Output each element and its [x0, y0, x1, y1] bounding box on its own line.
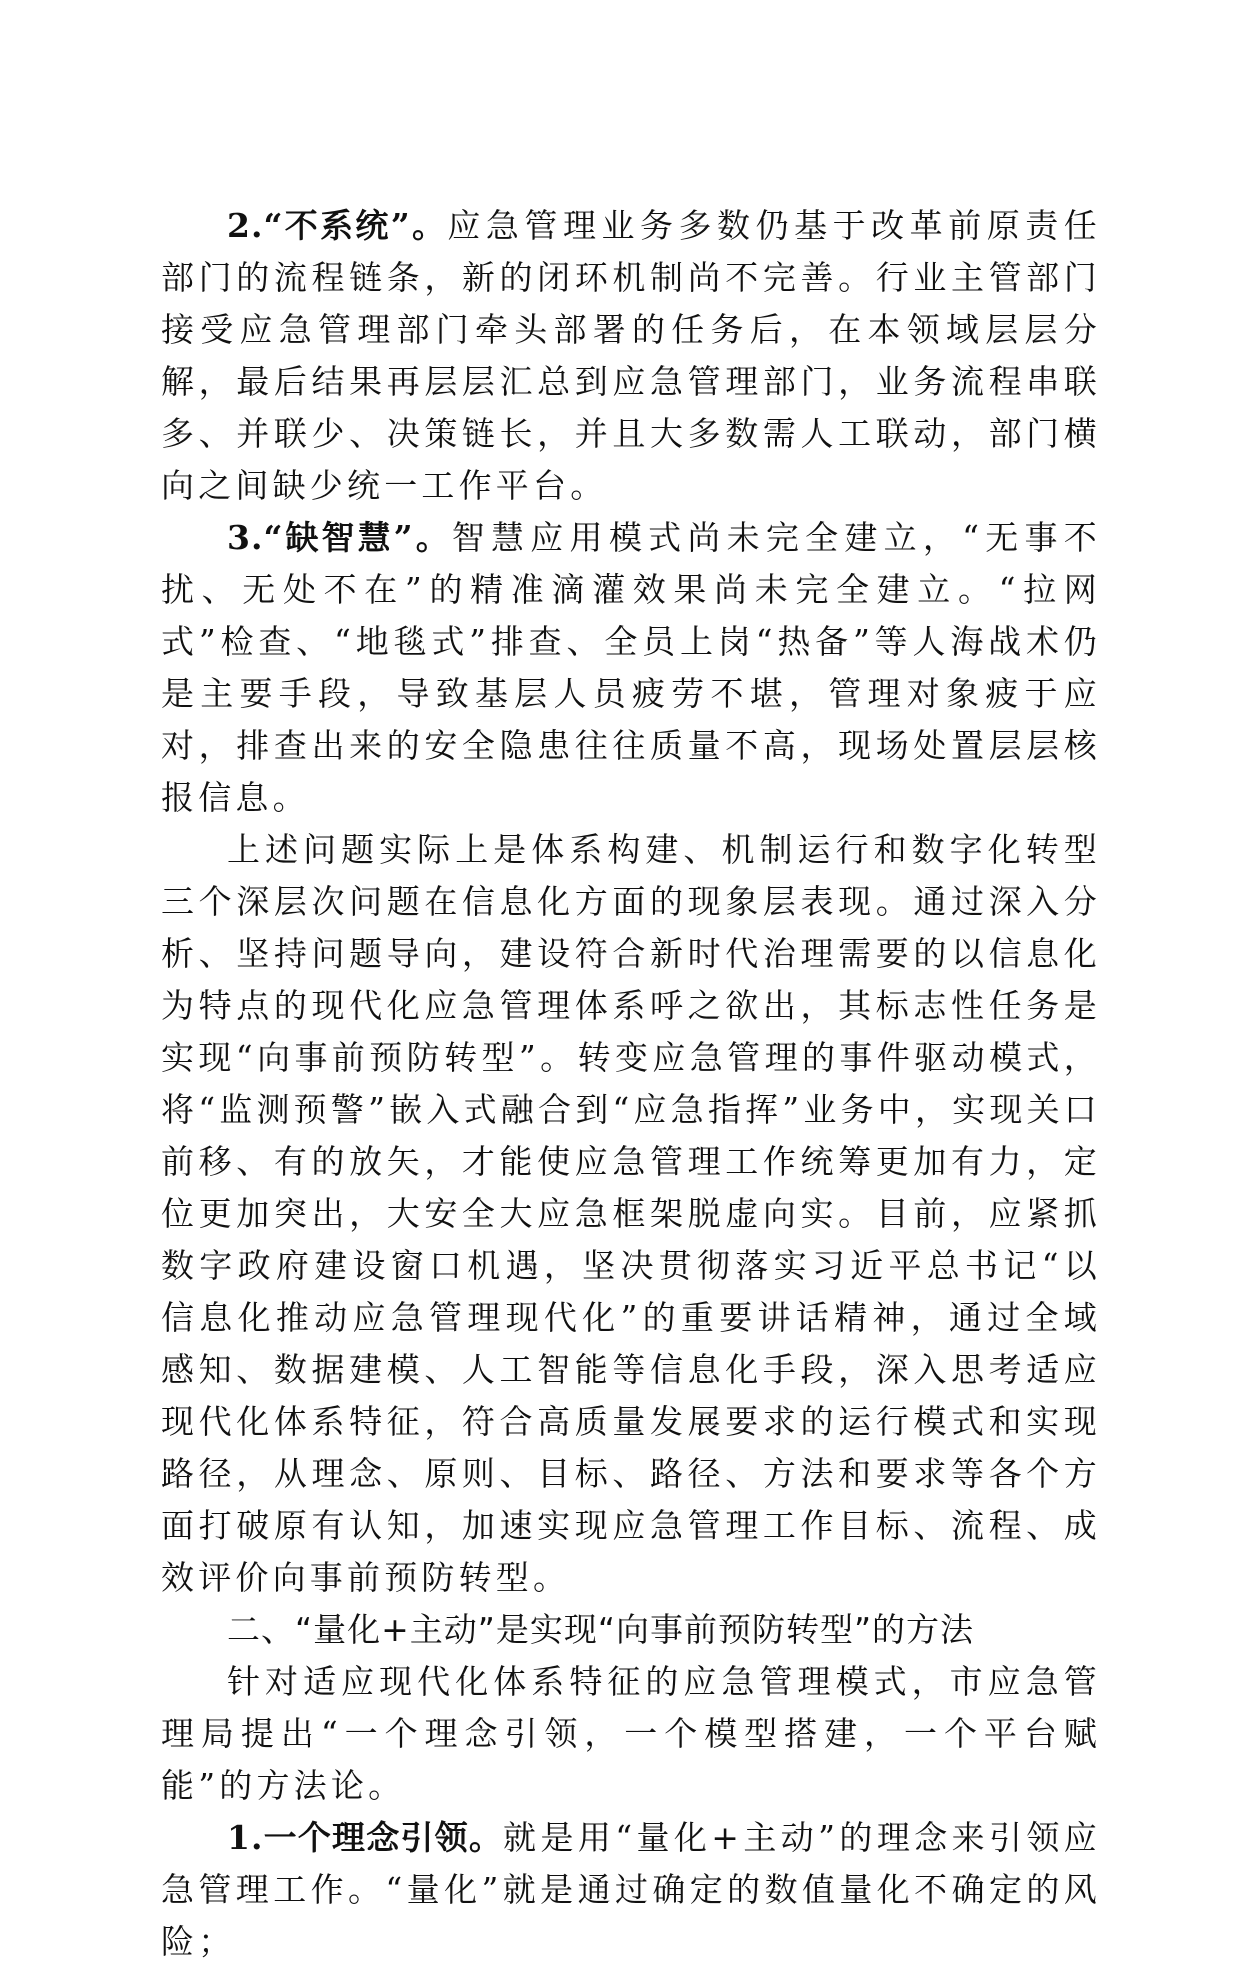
paragraph-concept-guidance: [161, 1812, 1101, 1968]
paragraph-not-systematic: [161, 200, 1101, 512]
paragraph-text: 上述问题实际上是体系构建、机制运行和数字化转型三个深层次问题在信息化方面的现象层表现。通过深入分析、坚持问题导向，建设符合新时代治理需要的以信息化为特点的现代化应急管理体系呼之欲出，其标志性任务是实现“向事前预防转型”。转变应急管理的事件驱动模式，将“监测预警”嵌入式融合到“应急指挥”业务中，实现关口前移、有的放矢，才能使应急管理工作统筹更加有力，定位更加突出，大安全大应急框架脱虚向实。目前，应紧抓数字政府建设窗口机遇，坚决贯彻落实习近平总书记“以信息化推动应急管理现代化”的重要讲话精神，通过全域感知、数据建模、人工智能等信息化手段，深入思考适应现代化体系特征，符合高质量发展要求的运行模式和实现路径，从理念、原则、目标、路径、方法和要求等各个方面打破原有认知，加速实现应急管理工作目标、流程、成效评价向事前预防转型。: [161, 830, 1101, 1597]
paragraph-text: 就是用“量化+主动”的理念来引领应急管理工作。“量化”就是通过确定的数值量化不确定的风险；: [161, 1818, 1102, 1961]
paragraph-text: 应急管理业务多数仍基于改革前原责任部门的流程链条，新的闭环机制尚不完善。行业主管部门接受应急管理部门牵头部署的任务后，在本领域层层分解，最后结果再层层汇总到应急管理部门，业务流程串联多、并联少、决策链长，并且大多数需人工联动，部门横向之间缺少统一工作平台。: [161, 206, 1101, 505]
paragraph-methodology: [161, 1656, 1101, 1812]
paragraph-lead: 3.“缺智慧”。: [227, 518, 452, 557]
document-page: [161, 200, 1101, 1968]
paragraph-text: 智慧应用模式尚未完全建立，“无事不扰、无处不在”的精准滴灌效果尚未完全建立。“拉网式”检查、“地毯式”排查、全员上岗“热备”等人海战术仍是主要手段，导致基层人员疲劳不堪，管理对象疲于应对，排查出来的安全隐患往往质量不高，现场处置层层核报信息。: [161, 518, 1101, 817]
paragraph-lack-of-intelligence: [161, 512, 1101, 824]
paragraph-lead: 1.一个理念引领。: [227, 1818, 504, 1857]
paragraph-lead: 2.“不系统”。: [227, 206, 448, 245]
paragraph-text: 针对适应现代化体系特征的应急管理模式，市应急管理局提出“一个理念引领，一个模型搭建，一个平台赋能”的方法论。: [161, 1662, 1101, 1805]
section-heading: 二、“量化+主动”是实现“向事前预防转型”的方法: [227, 1610, 975, 1649]
paragraph-analysis: [161, 824, 1101, 1604]
